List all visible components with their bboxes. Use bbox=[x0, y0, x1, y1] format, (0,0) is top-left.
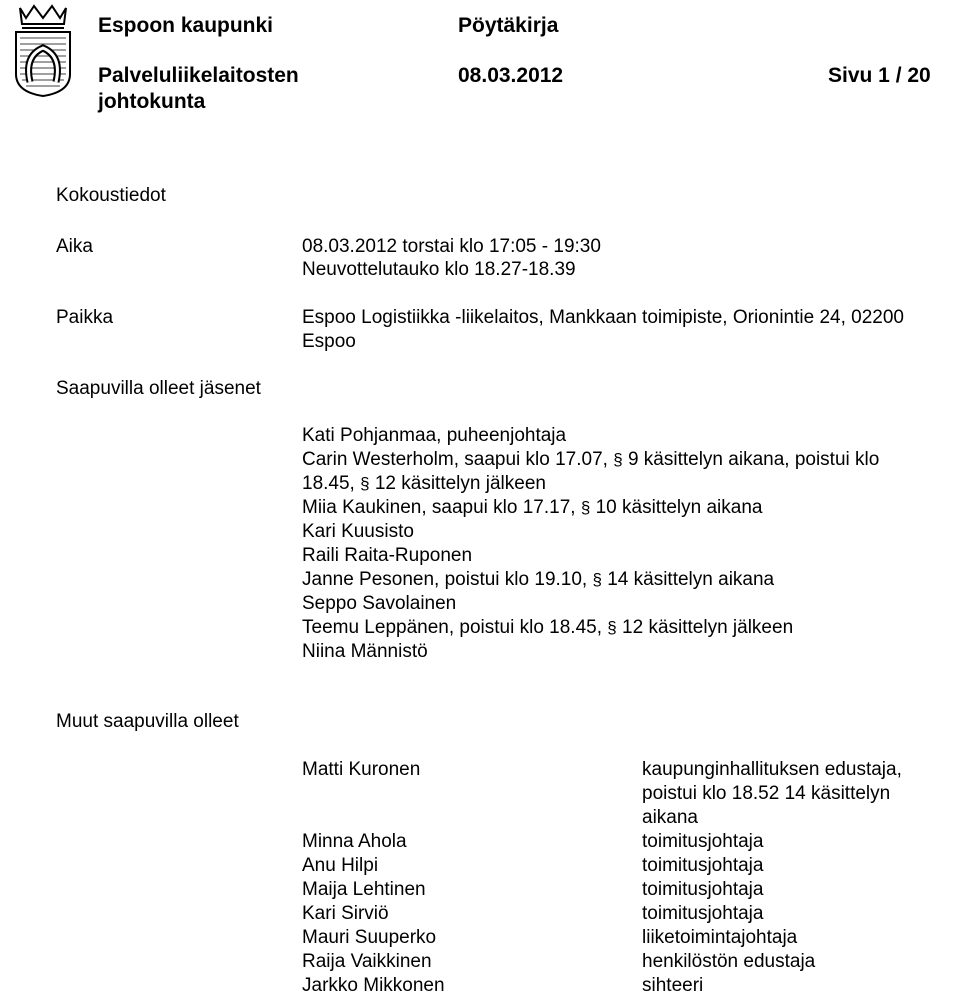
member-text-continued: 9 käsittelyn aikana, poistui klo bbox=[622, 449, 880, 470]
member-text: Raili Raita-Ruponen bbox=[302, 545, 473, 566]
attendee-role: kaupunginhallituksen edustaja, bbox=[642, 759, 902, 780]
body-name-line2: johtokunta bbox=[98, 90, 206, 113]
place-line1: Espoo Logistiikka -liikelaitos, Mankkaan toimipiste, Orionintie 24, 02200 bbox=[302, 307, 904, 328]
time-line2: Neuvottelutauko klo 18.27-18.39 bbox=[302, 259, 576, 280]
attendee-name: Maija Lehtinen bbox=[302, 879, 426, 900]
members-list bbox=[302, 424, 879, 664]
member-text: 18.45, bbox=[302, 473, 361, 494]
member-text: Kati Pohjanmaa, puheenjohtaja bbox=[302, 425, 567, 446]
member-line bbox=[302, 544, 879, 568]
member-text: Carin Westerholm, saapui klo 17.07, bbox=[302, 449, 614, 470]
time-label: Aika bbox=[56, 236, 93, 257]
attendee-name: Kari Sirviö bbox=[302, 903, 389, 924]
members-label: Saapuvilla olleet jäsenet bbox=[56, 378, 261, 399]
attendee-role: poistui klo 18.52 14 käsittelyn bbox=[642, 783, 891, 804]
attendee-role: liiketoimintajohtaja bbox=[642, 927, 798, 948]
attendee-name: Matti Kuronen bbox=[302, 759, 421, 780]
others-label: Muut saapuvilla olleet bbox=[56, 711, 239, 732]
member-line bbox=[302, 568, 879, 592]
member-line bbox=[302, 592, 879, 616]
section-symbol: § bbox=[613, 450, 623, 469]
attendee-role: aikana bbox=[642, 807, 698, 828]
member-text: Miia Kaukinen, saapui klo 17.17, bbox=[302, 497, 581, 518]
attendee-name: Raija Vaikkinen bbox=[302, 951, 432, 972]
section-symbol: § bbox=[607, 618, 617, 637]
meeting-date: 08.03.2012 bbox=[458, 64, 564, 87]
member-text: Seppo Savolainen bbox=[302, 593, 457, 614]
espoo-coat-of-arms-logo bbox=[12, 4, 74, 98]
section-symbol: § bbox=[592, 570, 602, 589]
place-label: Paikka bbox=[56, 307, 114, 328]
section-symbol: § bbox=[360, 474, 370, 493]
attendee-role: henkilöstön edustaja bbox=[642, 951, 816, 972]
attendee-name: Mauri Suuperko bbox=[302, 927, 437, 948]
attendee-role: toimitusjohtaja bbox=[642, 903, 764, 924]
member-line bbox=[302, 520, 879, 544]
member-line bbox=[302, 448, 879, 472]
member-line bbox=[302, 472, 879, 496]
attendee-role: toimitusjohtaja bbox=[642, 855, 764, 876]
body-name-line1: Palveluliikelaitosten bbox=[98, 64, 299, 87]
attendee-name: Anu Hilpi bbox=[302, 855, 379, 876]
member-text: Teemu Leppänen, poistui klo 18.45, bbox=[302, 617, 608, 638]
member-line bbox=[302, 616, 879, 640]
member-text-continued: 12 käsittelyn jälkeen bbox=[616, 617, 794, 638]
document-type: Pöytäkirja bbox=[458, 14, 559, 37]
page-number: Sivu 1 / 20 bbox=[828, 64, 931, 87]
section-title: Kokoustiedot bbox=[56, 185, 166, 206]
member-text-continued: 12 käsittelyn jälkeen bbox=[369, 473, 546, 494]
place-line2: Espoo bbox=[302, 331, 356, 352]
organization-name: Espoon kaupunki bbox=[98, 14, 274, 37]
section-symbol: § bbox=[580, 498, 591, 517]
attendee-name: Minna Ahola bbox=[302, 831, 407, 852]
time-line1: 08.03.2012 torstai klo 17:05 - 19:30 bbox=[302, 236, 601, 257]
member-text: Kari Kuusisto bbox=[302, 521, 414, 542]
member-line bbox=[302, 424, 879, 448]
member-line bbox=[302, 496, 879, 520]
attendee-role: toimitusjohtaja bbox=[642, 831, 764, 852]
member-text-continued: 10 käsittelyn aikana bbox=[590, 497, 763, 518]
attendee-role: sihteeri bbox=[642, 975, 704, 996]
member-text: Niina Männistö bbox=[302, 641, 428, 662]
attendee-role: toimitusjohtaja bbox=[642, 879, 764, 900]
attendee-name: Jarkko Mikkonen bbox=[302, 975, 445, 996]
member-text-continued: 14 käsittelyn aikana bbox=[601, 569, 775, 590]
member-line bbox=[302, 640, 879, 664]
member-text: Janne Pesonen, poistui klo 19.10, bbox=[302, 569, 593, 590]
